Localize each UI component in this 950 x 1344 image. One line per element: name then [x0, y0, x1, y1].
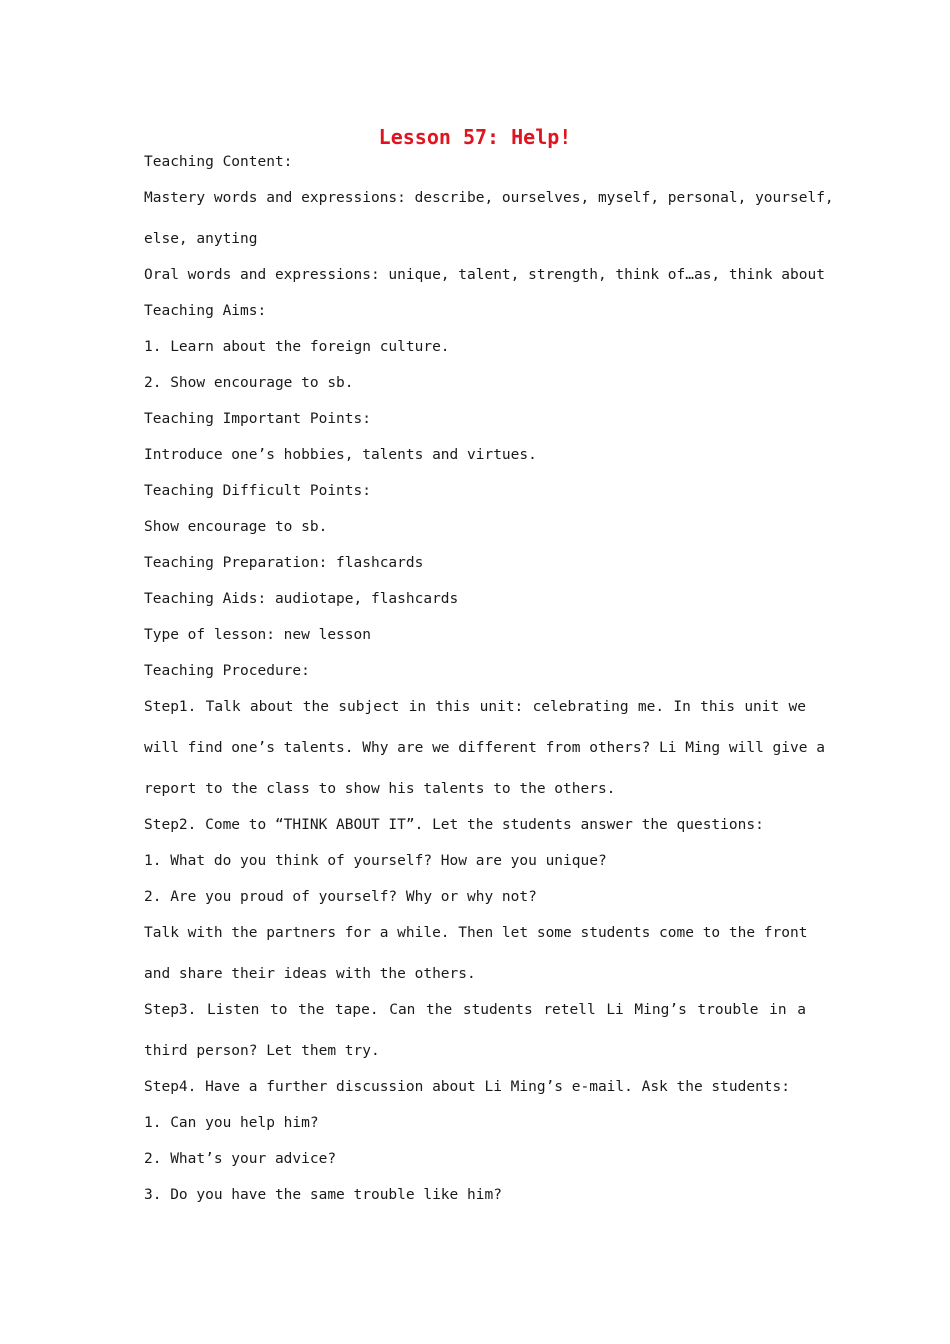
body-text: report to the class to show his talents to the others.	[144, 781, 616, 797]
body-text: and share their ideas with the others.	[144, 966, 476, 982]
body-text: Teaching Preparation: flashcards	[144, 555, 424, 571]
body-text: Type of lesson: new lesson	[144, 627, 371, 643]
body-text: third person? Let them try.	[144, 1043, 380, 1059]
body-text: will find one’s talents. Why are we different from others? Li Ming will give a	[144, 740, 825, 756]
section-heading: Teaching Important Points:	[144, 411, 371, 427]
list-item: 2. What’s your advice?	[144, 1151, 337, 1167]
body-text: Oral words and expressions: unique, talent, strength, think of…as, think about	[144, 267, 825, 283]
section-heading: Teaching Difficult Points:	[144, 483, 371, 499]
list-item: 1. What do you think of yourself? How are you unique?	[144, 853, 607, 869]
body-text: Mastery words and expressions: describe, ourselves, myself, personal, yourself,	[144, 190, 834, 206]
body-text: Step4. Have a further discussion about Li Ming’s e-mail. Ask the students:	[144, 1079, 791, 1095]
body-text: Step2. Come to “THINK ABOUT IT”. Let the students answer the questions:	[144, 817, 764, 833]
section-heading: Teaching Content:	[144, 154, 293, 170]
body-text: Teaching Aids: audiotape, flashcards	[144, 591, 459, 607]
list-item: 3. Do you have the same trouble like him?	[144, 1187, 502, 1203]
lesson-title: Lesson 57: Help!	[378, 125, 572, 149]
list-item: 1. Learn about the foreign culture.	[144, 339, 450, 355]
body-text: Talk with the partners for a while. Then let some students come to the front	[144, 925, 808, 941]
body-text: Step3. Listen to the tape. Can the students retell Li Ming’s trouble in a	[144, 1002, 806, 1018]
section-heading: Teaching Aims:	[144, 303, 267, 319]
body-text: Step1. Talk about the subject in this unit: celebrating me. In this unit we	[144, 699, 806, 715]
section-heading: Teaching Procedure:	[144, 663, 310, 679]
body-text: Show encourage to sb.	[144, 519, 328, 535]
list-item: 1. Can you help him?	[144, 1115, 319, 1131]
list-item: 2. Are you proud of yourself? Why or why not?	[144, 889, 537, 905]
body-text: else, anyting	[144, 231, 258, 247]
list-item: 2. Show encourage to sb.	[144, 375, 354, 391]
body-text: Introduce one’s hobbies, talents and virtues.	[144, 447, 537, 463]
